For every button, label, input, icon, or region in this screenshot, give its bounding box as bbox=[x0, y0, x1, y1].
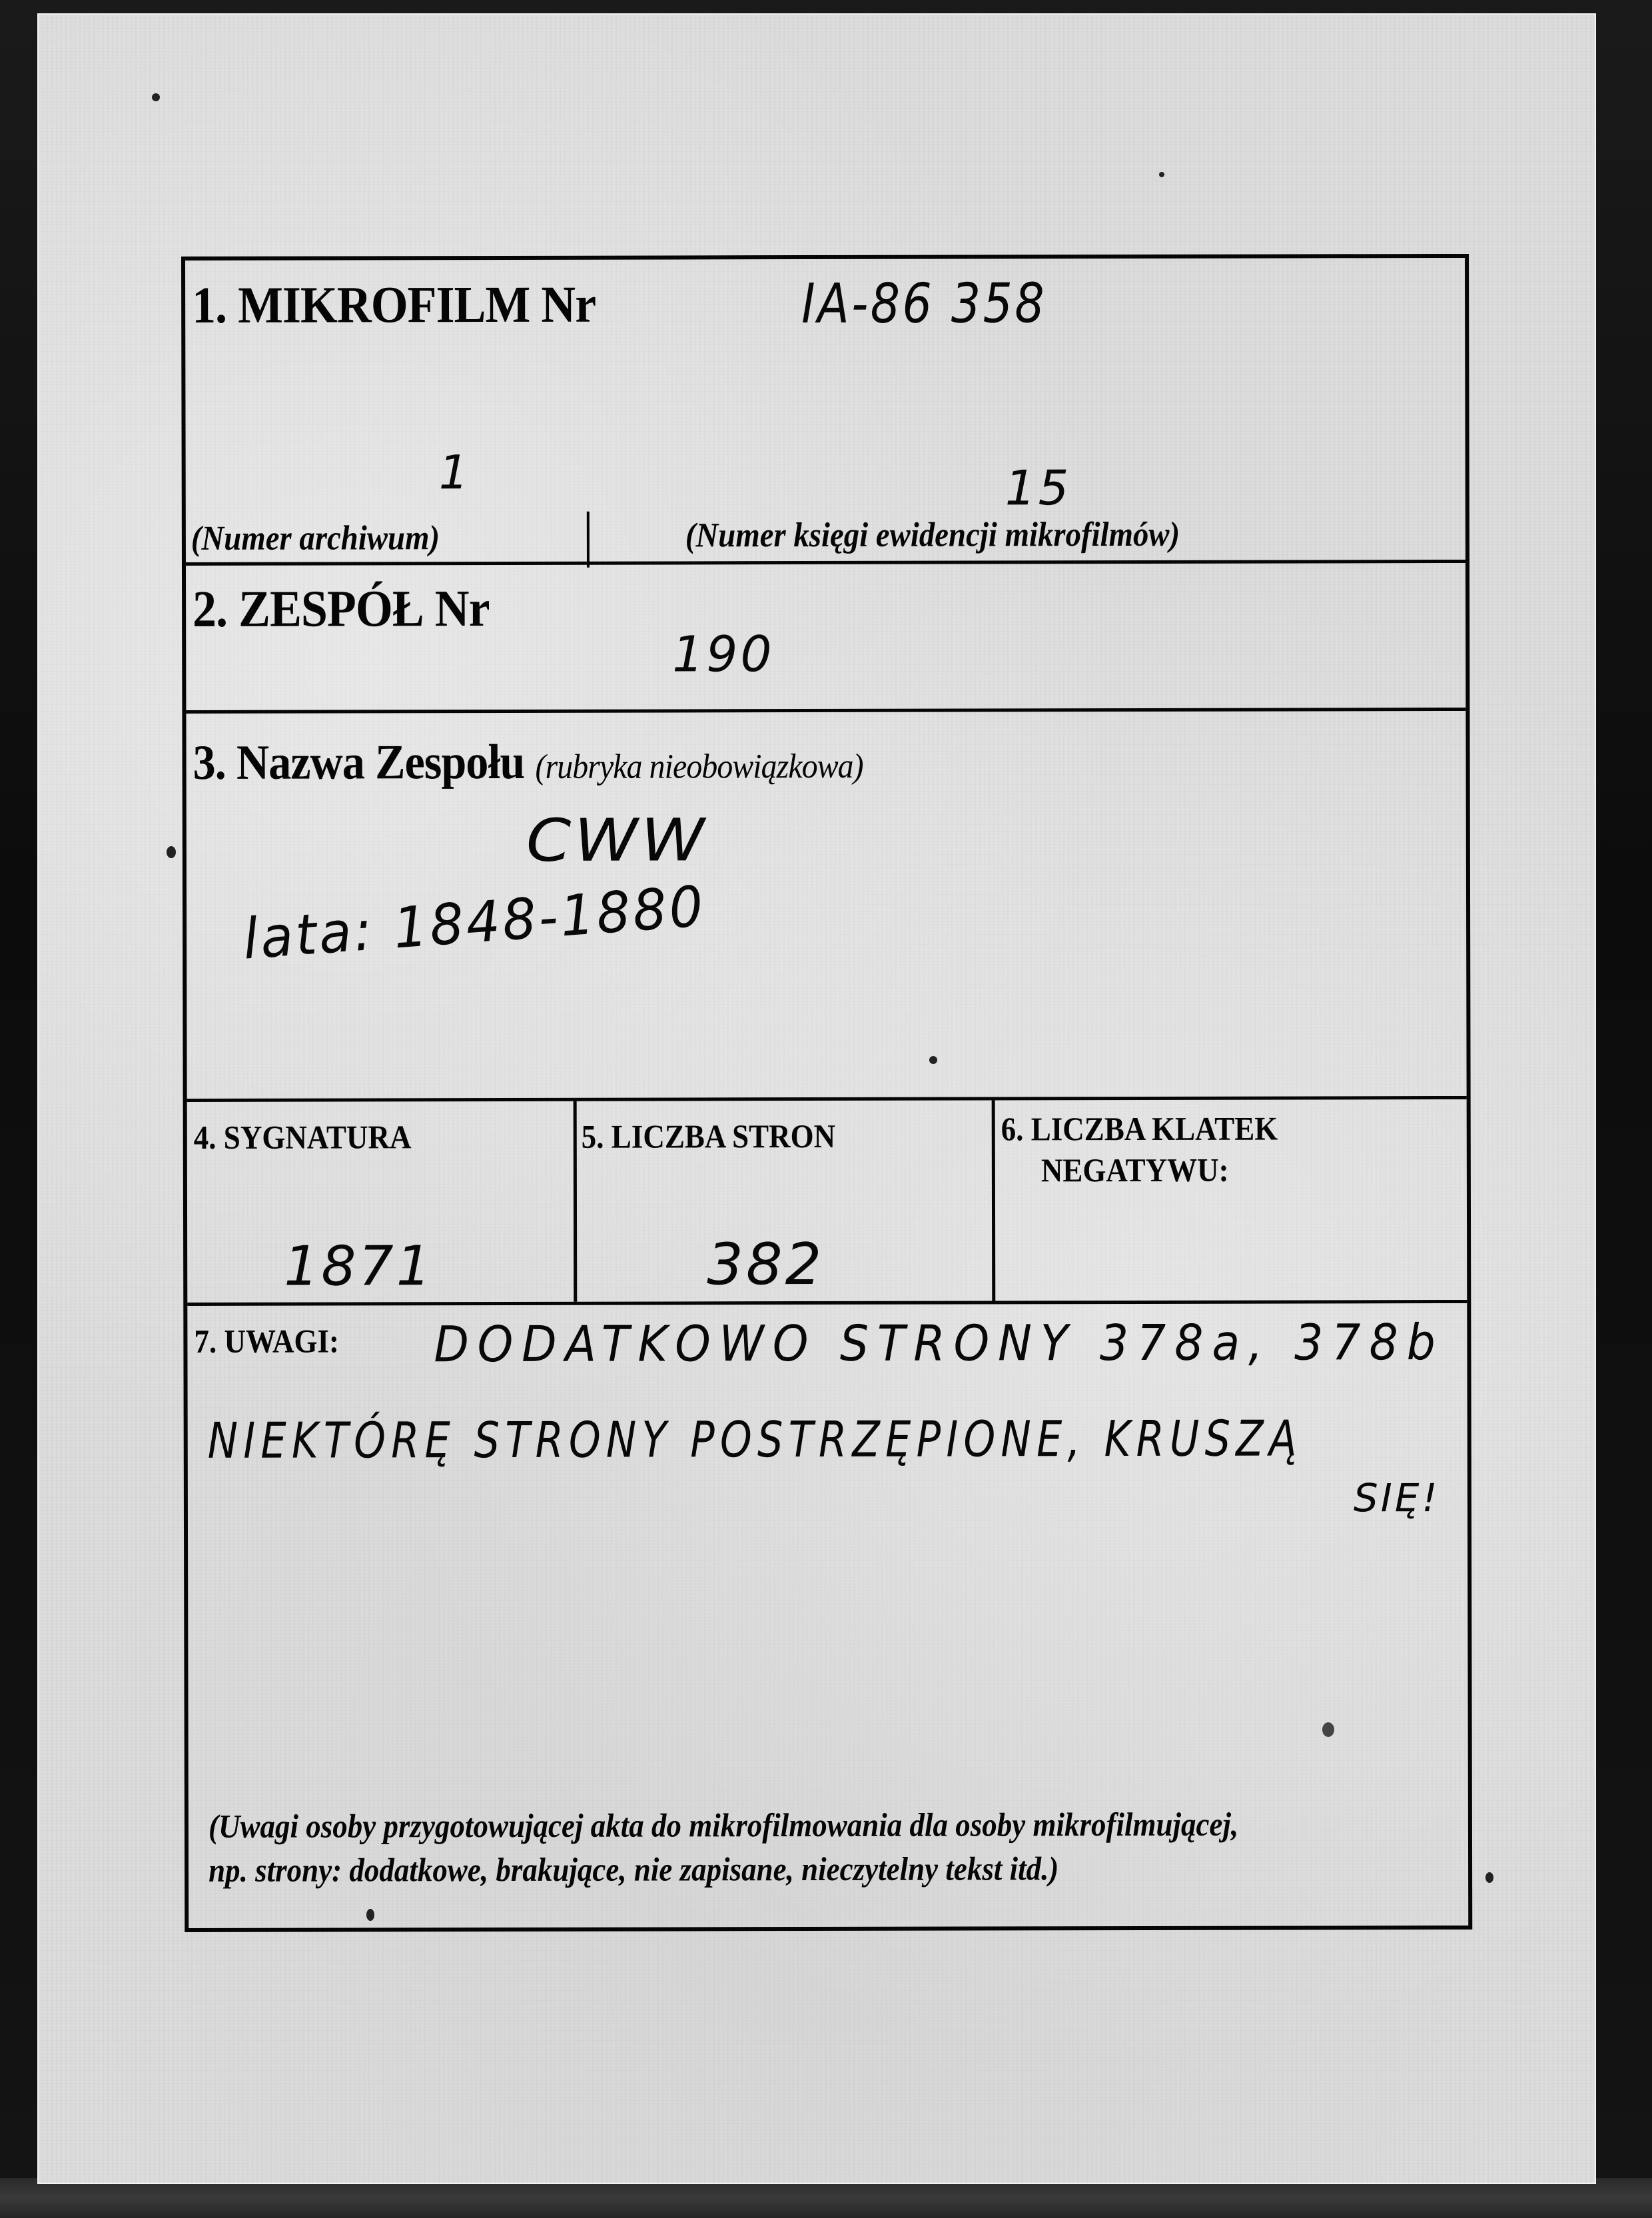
section-counts bbox=[187, 1099, 1467, 1306]
section-fonds-number bbox=[186, 563, 1465, 714]
signature-label: 4. SYGNATURA bbox=[193, 1118, 412, 1156]
signature-value: 1871 bbox=[284, 1235, 434, 1299]
dust-speck bbox=[929, 1056, 937, 1064]
section-microfilm-number bbox=[185, 258, 1465, 566]
microfilm-number-value: IA-86 358 bbox=[801, 272, 1047, 336]
frame-count-label-line1: 6. LICZBA KLATEK bbox=[1001, 1109, 1278, 1148]
fonds-name-value: CWW bbox=[526, 806, 708, 875]
fonds-number-value: 190 bbox=[672, 626, 775, 684]
dust-speck bbox=[1322, 1722, 1334, 1737]
microfilm-number-label: 1. MIKROFILM Nr bbox=[192, 275, 596, 334]
remarks-label: 7. UWAGI: bbox=[194, 1322, 339, 1360]
counts-divider-2 bbox=[992, 1100, 996, 1301]
remarks-handwritten-line1: DODATKOWO STRONY 378a, 378b bbox=[434, 1314, 1444, 1374]
section-fonds-name bbox=[186, 711, 1466, 1102]
ledger-number-caption: (Numer księgi ewidencji mikrofilmów) bbox=[685, 515, 1180, 555]
dust-speck bbox=[1485, 1872, 1493, 1883]
microfilm-frame-bottom-strip bbox=[0, 2178, 1652, 2218]
section-remarks bbox=[187, 1303, 1468, 1928]
archive-number-caption: (Numer archiwum) bbox=[191, 519, 440, 558]
remarks-handwritten-line2: NIEKTÓRĘ STRONY POSTRZĘPIONE, KRUSZĄ bbox=[207, 1410, 1302, 1470]
counts-divider-1 bbox=[574, 1101, 578, 1302]
microfilm-form bbox=[181, 254, 1472, 1932]
caption-divider bbox=[587, 512, 590, 568]
ledger-number-value: 15 bbox=[1005, 460, 1072, 516]
archive-number-value: 1 bbox=[438, 445, 472, 500]
frame-count-label-line2: NEGATYWU: bbox=[1040, 1151, 1229, 1189]
fonds-name-label-text: 3. Nazwa Zespołu bbox=[193, 734, 525, 790]
dust-speck bbox=[167, 846, 176, 858]
fonds-number-label: 2. ZESPÓŁ Nr bbox=[193, 579, 490, 638]
dust-speck bbox=[366, 1909, 374, 1921]
fonds-name-optional-note: (rubryka nieobowiązkowa) bbox=[535, 747, 863, 786]
page-count-label: 5. LICZBA STRON bbox=[581, 1117, 836, 1155]
fonds-name-label bbox=[193, 734, 863, 792]
fonds-date-range-value: lata: 1848-1880 bbox=[240, 873, 708, 972]
page-count-value: 382 bbox=[707, 1231, 825, 1299]
remarks-footnote-line2: np. strony: dodatkowe, brakujące, nie zapisane, nieczytelny tekst itd.) bbox=[208, 1850, 1059, 1889]
dust-speck bbox=[152, 93, 160, 101]
remarks-handwritten-line3: SIĘ! bbox=[1353, 1475, 1440, 1521]
remarks-footnote-line1: (Uwagi osoby przygotowującej akta do mikrofilmowania dla osoby mikrofilmującej, bbox=[208, 1805, 1239, 1845]
dust-speck bbox=[1159, 172, 1164, 177]
